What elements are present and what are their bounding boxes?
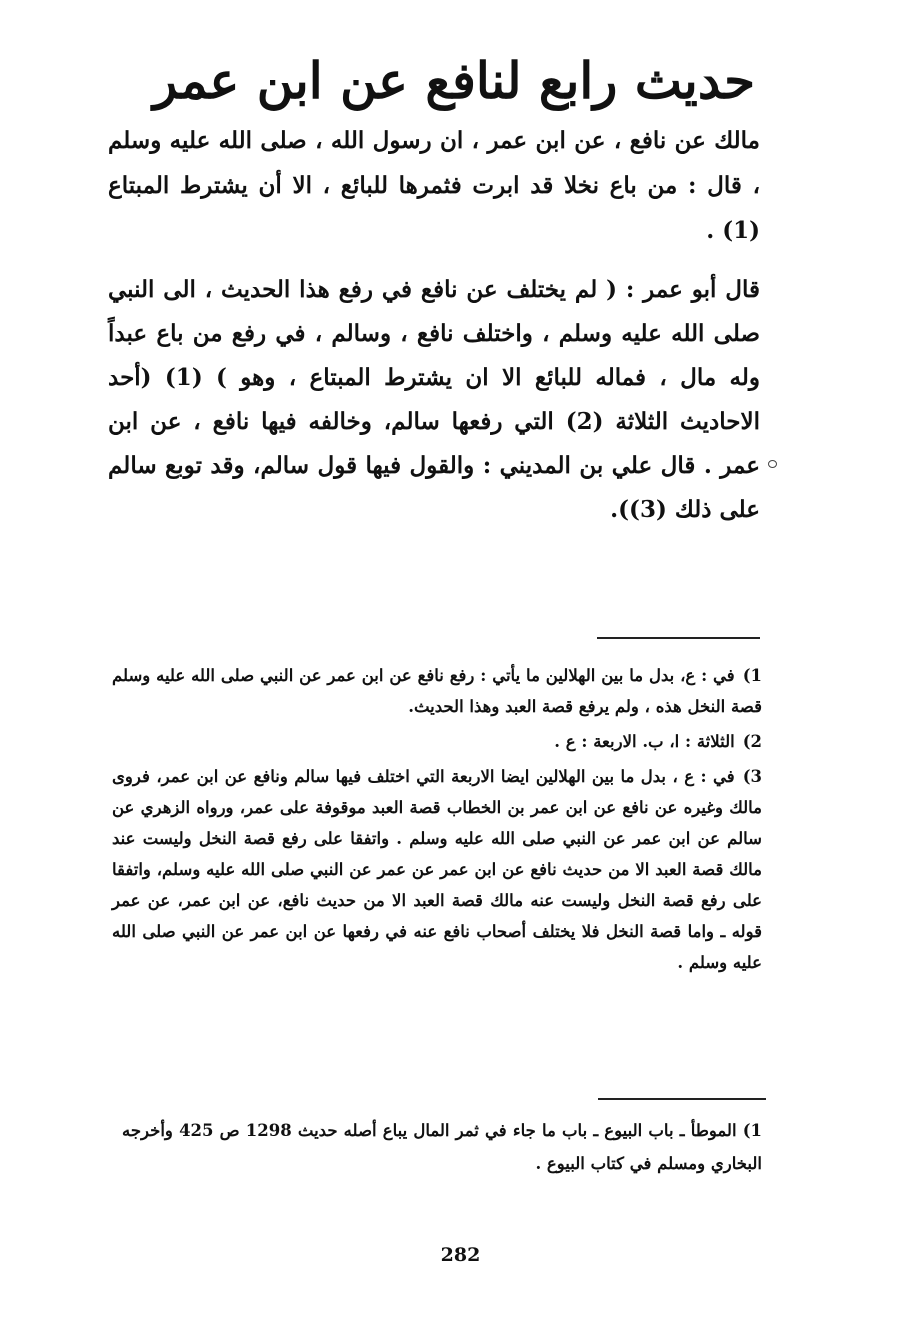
note-number: 3) — [742, 767, 762, 786]
source-note-text: الموطأ ـ باب البيوع ـ باب ما جاء في ثمر المال يباع أصله حديث 1298 ص 425 وأخرجه البخاري ومسلم في كتاب البيوع . — [122, 1121, 762, 1173]
source-note-number: 1) — [742, 1121, 762, 1140]
note-text: في : ع ، بدل ما بين الهلالين ايضا الاربعة التي اختلف فيها سالم ونافع عن ابن عمر، فروى مالك وغيره عن نافع عن ابن عمر بن الخطاب قصة العبد موقوفة على عمر، ورواه الزهري عن سالم عن ابن عمر عن النبي صلى الله عليه وسلم . واتفقا على رفع قصة النخل وليست عند مالك قصة العبد الا من حديث نافع عن ابن عمر عن عمر عن النبي صلى الله عليه وسلم، واتفقا على رفع قصة النخل وليست عنه مالك قصة العبد الا من حديث نافع، عن ابن عمر، عن عمر قوله ـ واما قصة النخل فلا يختلف أصحاب نافع عنه في رفعها عن ابن عمر عن النبي صلى الله عليه وسلم . — [112, 767, 762, 972]
note-item — [112, 726, 762, 757]
body-paragraph-hadith: مالك عن نافع ، عن ابن عمر ، ان رسول الله ، صلى الله عليه وسلم ، قال : من باع نخلا قد ابرت فثمرها للبائع ، الا أن يشترط المبتاع (1) . — [108, 127, 760, 244]
page-number: 282 — [440, 1244, 481, 1266]
note-number: 1) — [742, 666, 762, 685]
editorial-notes — [112, 660, 762, 982]
footnote-divider — [597, 637, 760, 639]
note-item — [112, 660, 762, 722]
margin-mark — [768, 460, 777, 468]
body-paragraph-commentary: قال أبو عمر : ( لم يختلف عن نافع في رفع هذا الحديث ، الى النبي صلى الله عليه وسلم ، واختلف نافع ، وسالم ، في رفع من باع عبداً وله مال ، فماله للبائع الا ان يشترط المبتاع ، وهو ) (1) (أحد الاحاديث الثلاثة (2) التي رفعها سالم، وخالفه فيها نافع ، عن ابن عمر . قال علي بن المديني : والقول فيها قول سالم، وقد توبع سالم على ذلك (3)). — [108, 276, 761, 523]
page-title: حديث رابع لنافع عن ابن عمر — [153, 50, 755, 110]
source-note — [122, 1114, 762, 1180]
note-item — [112, 761, 762, 978]
note-text: في : ع، بدل ما بين الهلالين ما يأتي : رفع نافع عن ابن عمر عن النبي صلى الله عليه وسلم قصة النخل هذه ، ولم يرفع قصة العبد وهذا الحديث. — [112, 666, 762, 716]
note-number: 2) — [742, 732, 762, 751]
source-divider — [598, 1098, 766, 1100]
note-text: الثلاثة : ا، ب. الاربعة : ع . — [554, 732, 735, 751]
